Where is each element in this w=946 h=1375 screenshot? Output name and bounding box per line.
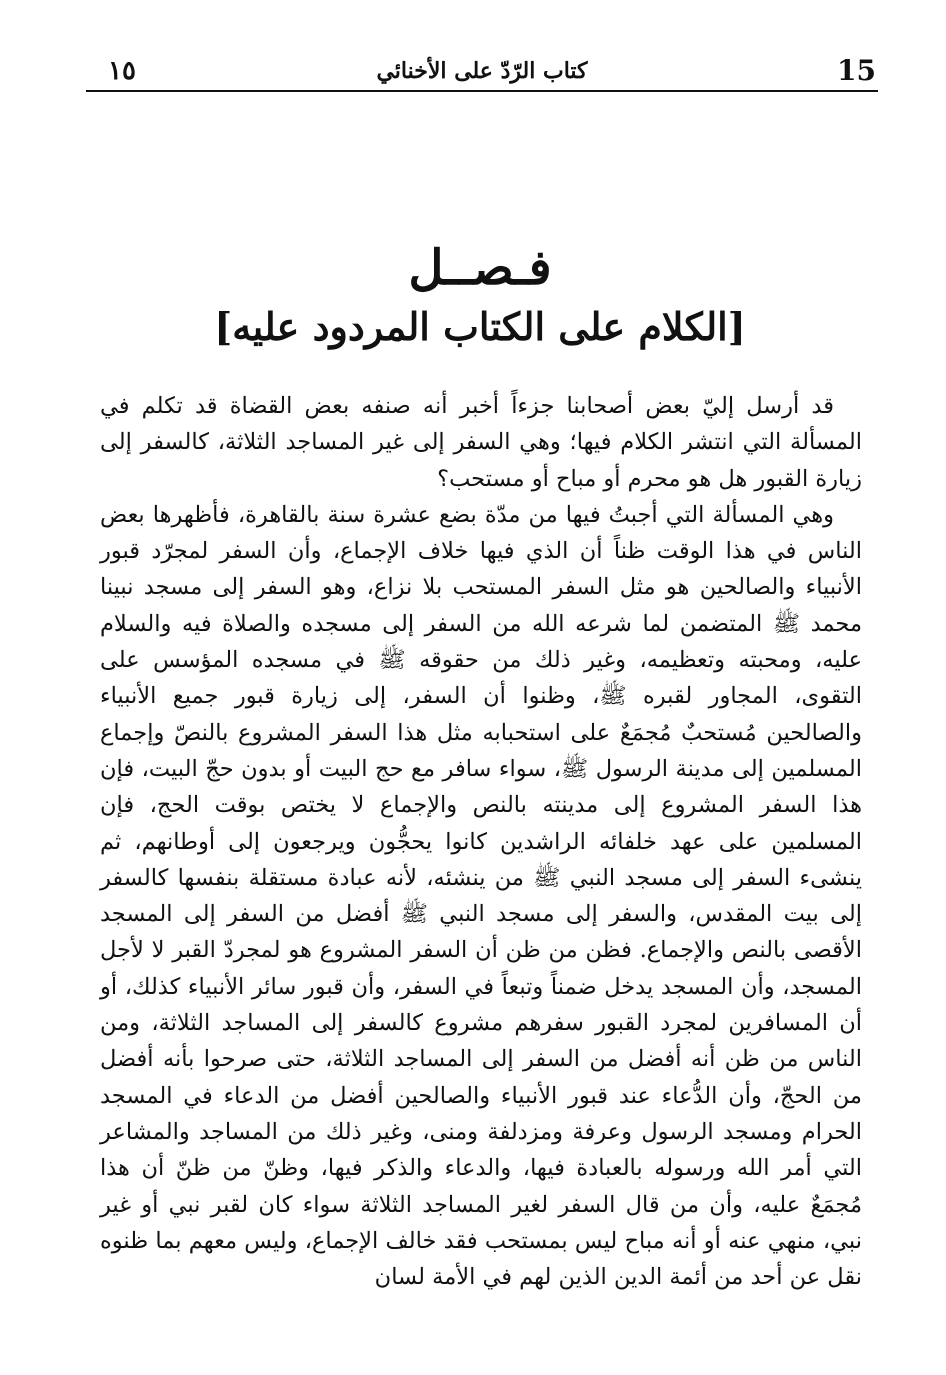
section-subheading: [الكلام على الكتاب المردود عليه]	[214, 304, 746, 349]
body-text	[100, 388, 862, 1295]
running-header	[86, 48, 878, 92]
paragraph-1: قد أرسل إليّ بعض أصحابنا جزءاً أخبر أنه صنفه بعض القضاة قد تكلم في المسألة التي انتشر الكلام فيها؛ وهي السفر إلى غير المساجد الثلاثة، كالسفر إلى زيارة القبور هل هو محرم أو مباح أو مستحب؟	[100, 393, 862, 492]
page-number-latin: 15	[837, 54, 876, 87]
paragraph-2: وهي المسألة التي أجبتُ فيها من مدّة بضع عشرة سنة بالقاهرة، فأظهرها بعض الناس في هذا الوقت ظناً أن الذي فيها خلاف الإجماع، وأن السفر لمجرّد قبور الأنبياء والصالحين هو مثل السفر المستحب بلا نزاع، وهو السفر إلى مسجد نبينا محمد ﷺ المتضمن لما شرعه الله من السفر إلى مسجده والصلاة فيه والسلام عليه، ومحبته وتعظيمه، وغير ذلك من حقوقه ﷺ في مسجده المؤسس على التقوى، المجاور لقبره ﷺ، وظنوا أن السفر، إلى زيارة قبور جميع الأنبياء والصالحين مُستحبٌ مُجمَعٌ على استحبابه مثل هذا السفر المشروع بالنصّ وإجماع المسلمين إلى مدينة الرسول ﷺ، سواء سافر مع حج البيت أو بدون حجّ البيت، فإن هذا السفر المشروع إلى مدينته بالنص والإجماع لا يختص بوقت الحج، فإن المسلمين على عهد خلفائه الراشدين كانوا يحجُّون ويرجعون إلى أوطانهم، ثم ينشىء السفر إلى مسجد النبي ﷺ من ينشئه، لأنه عبادة مستقلة بنفسها كالسفر إلى بيت المقدس، والسفر إلى مسجد النبي ﷺ أفضل من السفر إلى المسجد الأقصى بالنص والإجماع. فظن من ظن أن السفر المشروع هو لمجردّ القبر لا لأجل المسجد، وأن المسجد يدخل ضمناً وتبعاً في السفر، وأن قبور سائر الأنبياء كذلك، أو أن المسافرين لمجرد القبور سفرهم مشروع كالسفر إلى المساجد الثلاثة، ومن الناس من ظن أنه أفضل من السفر إلى المساجد الثلاثة، حتى صرحوا بأنه أفضل من الحجّ، وأن الدُّعاء عند قبور الأنبياء والصالحين أفضل من الدعاء في المسجد الحرام ومسجد الرسول وعرفة ومزدلفة ومنى، وغير ذلك من المساجد والمشاعر التي أمر الله ورسوله بالعبادة فيها، والدعاء والذكر فيها، وظنّ من ظنّ أن هذا مُجمَعٌ عليه، وأن من قال السفر لغير المساجد الثلاثة سواء كان لقبر نبي أو غير نبي، منهي عنه أو أنه مباح ليس بمستحب فقد خالف الإجماع، وليس معهم بما ظنوه نقل عن أحد من أئمة الدين الذين لهم في الأمة لسان	[100, 501, 862, 1291]
page-number-arabic: ١٥	[108, 56, 136, 86]
header-rule	[86, 90, 878, 92]
section-heading: فـصــل	[408, 240, 552, 296]
book-title: كتاب الرّدّ على الأخنائي	[376, 58, 588, 84]
